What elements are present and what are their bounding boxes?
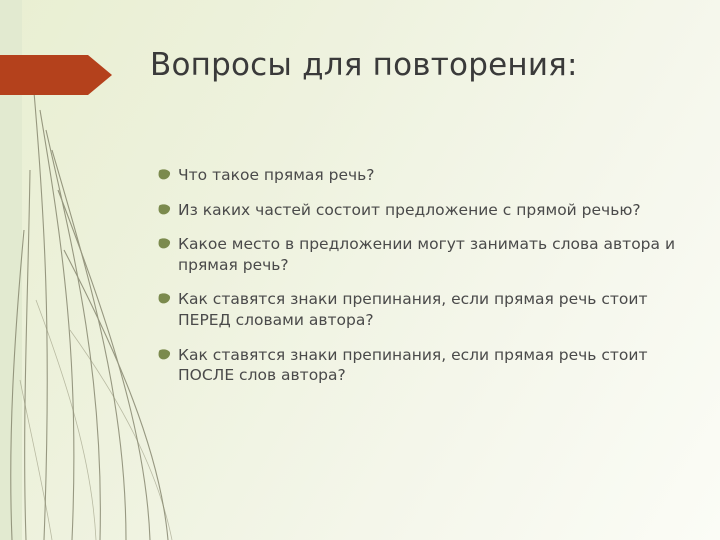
list-item (158, 234, 683, 275)
list-item (158, 289, 683, 330)
list-item-label: Что такое прямая речь? (178, 166, 375, 184)
list-item-label: Как ставятся знаки препинания, если прямая речь стоит ПОСЛЕ слов автора? (178, 345, 648, 385)
bullet-marker-icon (158, 234, 178, 249)
list-item-label: Какое место в предложении могут занимать слова автора и прямая речь? (178, 235, 676, 274)
list-item-label: Из каких частей состоит предложение с прямой речью? (178, 200, 641, 219)
bullet-marker-icon (158, 165, 178, 180)
page-title: Вопросы для повторения: (150, 47, 578, 83)
list-item (158, 165, 683, 186)
list-item-label: Как ставятся знаки препинания, если прямая речь стоит ПЕРЕД словами автора? (178, 290, 648, 330)
bullet-marker-icon (158, 345, 178, 360)
list-item (158, 345, 683, 386)
list-item (158, 200, 683, 221)
arrow-banner-icon (0, 55, 112, 95)
bullet-marker-icon (158, 289, 178, 304)
bullet-marker-icon (158, 200, 178, 215)
bullet-list (158, 165, 683, 400)
